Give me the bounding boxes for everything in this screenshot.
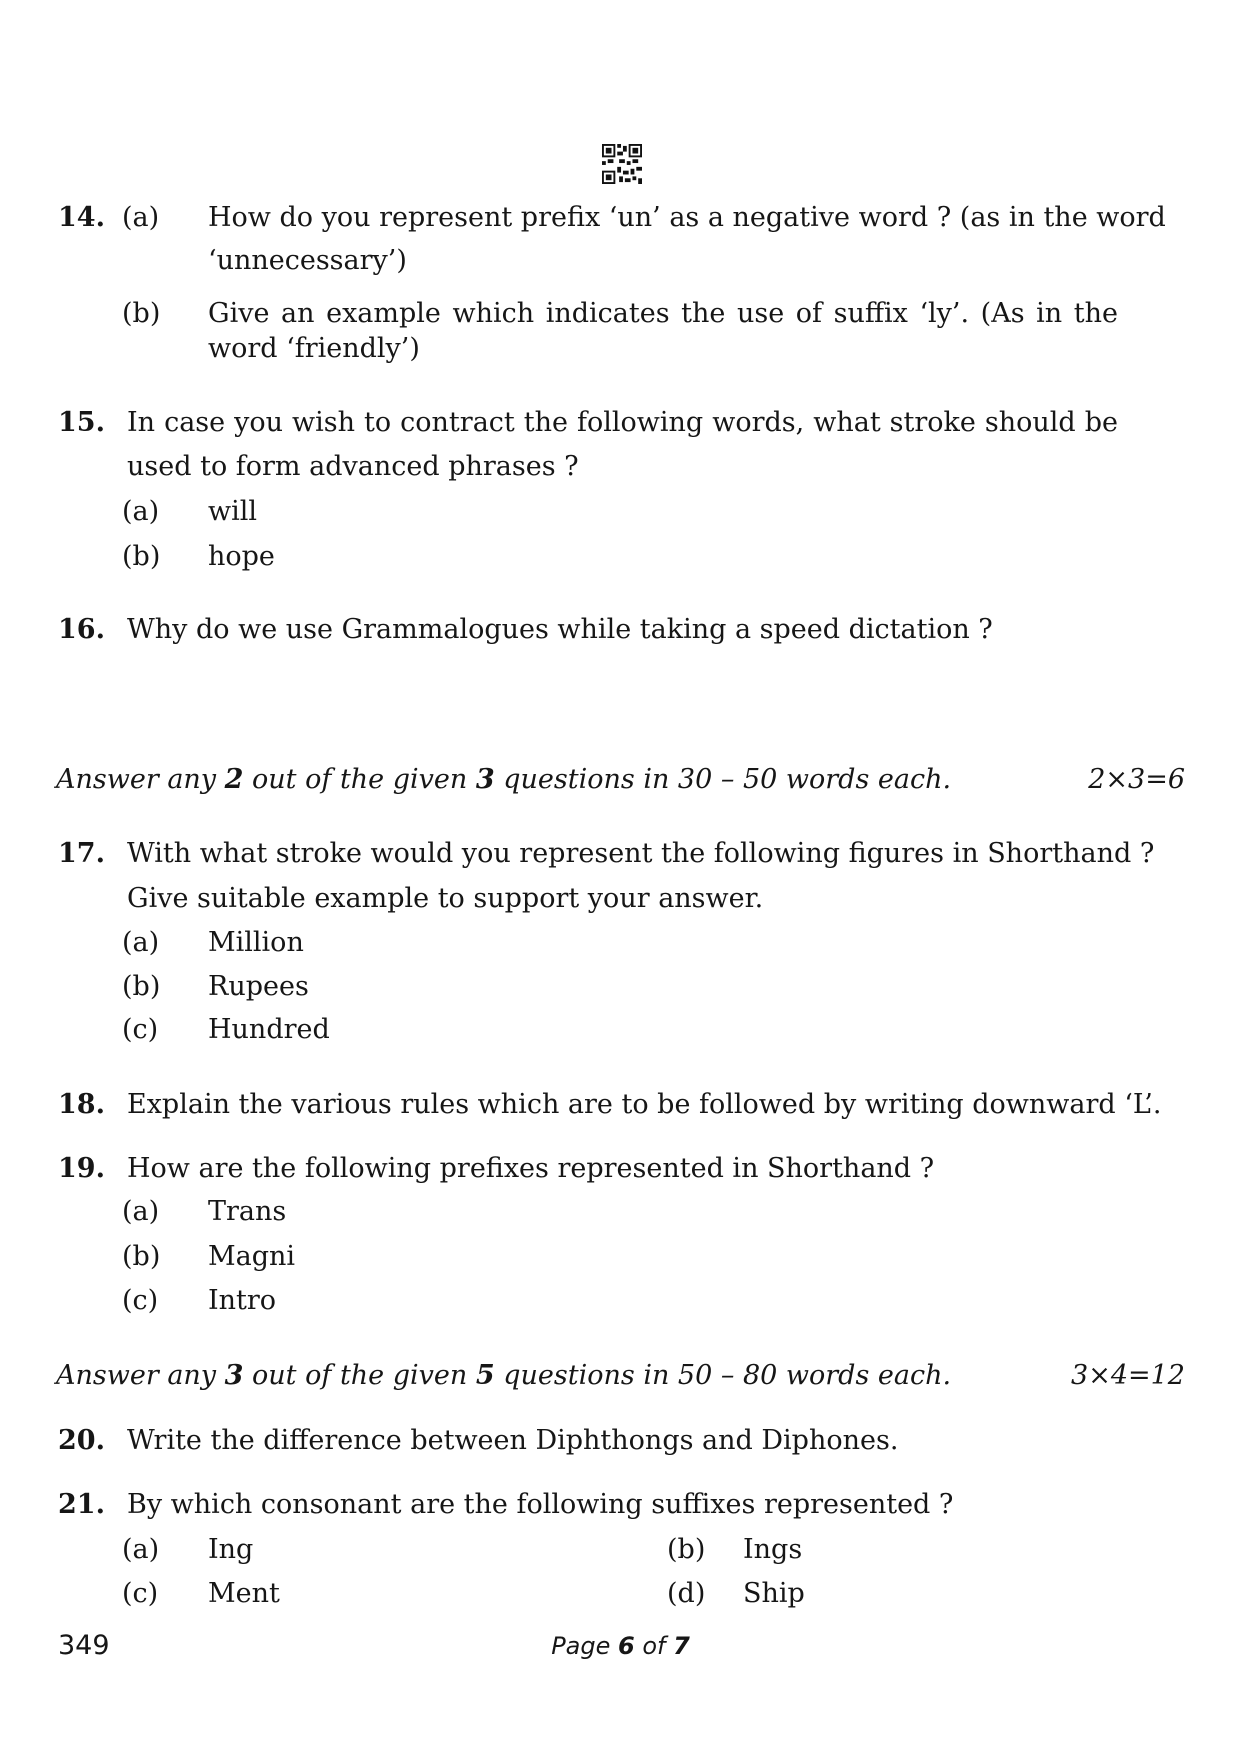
question-number: 19. (58, 1153, 105, 1184)
question-14b-text: Give an example which indicates the use of suffix ‘ly’. (As in the (208, 298, 1118, 329)
option-label: (c) (122, 1285, 159, 1316)
option-label: (c) (122, 1578, 159, 1609)
question-17-text-cont: Give suitable example to support your answer. (127, 883, 764, 914)
option-text: Magni (208, 1241, 296, 1272)
option-label: (a) (122, 1534, 160, 1565)
option-label: (a) (122, 1196, 160, 1227)
question-number: 20. (58, 1425, 105, 1456)
option-text: Trans (208, 1196, 287, 1227)
option-text: Rupees (208, 971, 309, 1002)
option-text: Hundred (208, 1014, 330, 1045)
question-16-text: Why do we use Grammalogues while taking a speed dictation ? (127, 614, 993, 645)
section-instruction: Answer any 2 out of the given 3 questions in 30 – 50 words each. (56, 764, 952, 795)
question-14a-text-cont: ‘unnecessary’) (208, 245, 407, 276)
option-text: Ment (208, 1578, 280, 1609)
section-marks: 3×4=12 (1071, 1360, 1185, 1391)
option-text: Million (208, 927, 304, 958)
paper-code: 349 (58, 1630, 110, 1661)
option-text: Ing (208, 1534, 254, 1565)
option-text: Ings (743, 1534, 803, 1565)
option-text: will (208, 496, 258, 527)
question-15-text: In case you wish to contract the following words, what stroke should be (127, 407, 1118, 438)
question-number: 17. (58, 838, 105, 869)
option-label: (b) (122, 541, 161, 572)
question-21-text: By which consonant are the following suffixes represented ? (127, 1489, 954, 1520)
question-17-text: With what stroke would you represent the following figures in Shorthand ? (127, 838, 1155, 869)
question-18-text: Explain the various rules which are to be followed by writing downward ‘L’. (127, 1089, 1162, 1120)
question-number: 18. (58, 1089, 105, 1120)
option-text: Intro (208, 1285, 277, 1316)
question-15-text-cont: used to form advanced phrases ? (127, 451, 579, 482)
option-text: hope (208, 541, 275, 572)
option-label: (c) (122, 1014, 159, 1045)
option-label: (b) (122, 1241, 161, 1272)
section-marks: 2×3=6 (1088, 764, 1185, 795)
section-instruction: Answer any 3 out of the given 5 questions in 50 – 80 words each. (56, 1360, 952, 1391)
option-label: (a) (122, 202, 160, 233)
question-14a-text: How do you represent prefix ‘un’ as a negative word ? (as in the word (208, 202, 1166, 233)
question-number: 16. (58, 614, 105, 645)
option-label: (a) (122, 927, 160, 958)
option-label: (a) (122, 496, 160, 527)
question-number: 15. (58, 407, 105, 438)
qr-code-icon (602, 144, 642, 184)
option-label: (b) (122, 298, 161, 329)
option-label: (b) (122, 971, 161, 1002)
question-19-text: How are the following prefixes represented in Shorthand ? (127, 1153, 935, 1184)
question-number: 21. (58, 1489, 105, 1520)
question-number: 14. (58, 202, 105, 233)
page-number: Page 6 of 7 (551, 1632, 690, 1660)
option-text: Ship (743, 1578, 805, 1609)
question-20-text: Write the difference between Diphthongs and Diphones. (127, 1425, 899, 1456)
option-label: (d) (667, 1578, 706, 1609)
question-14b-text-cont: word ‘friendly’) (208, 333, 420, 364)
option-label: (b) (667, 1534, 706, 1565)
